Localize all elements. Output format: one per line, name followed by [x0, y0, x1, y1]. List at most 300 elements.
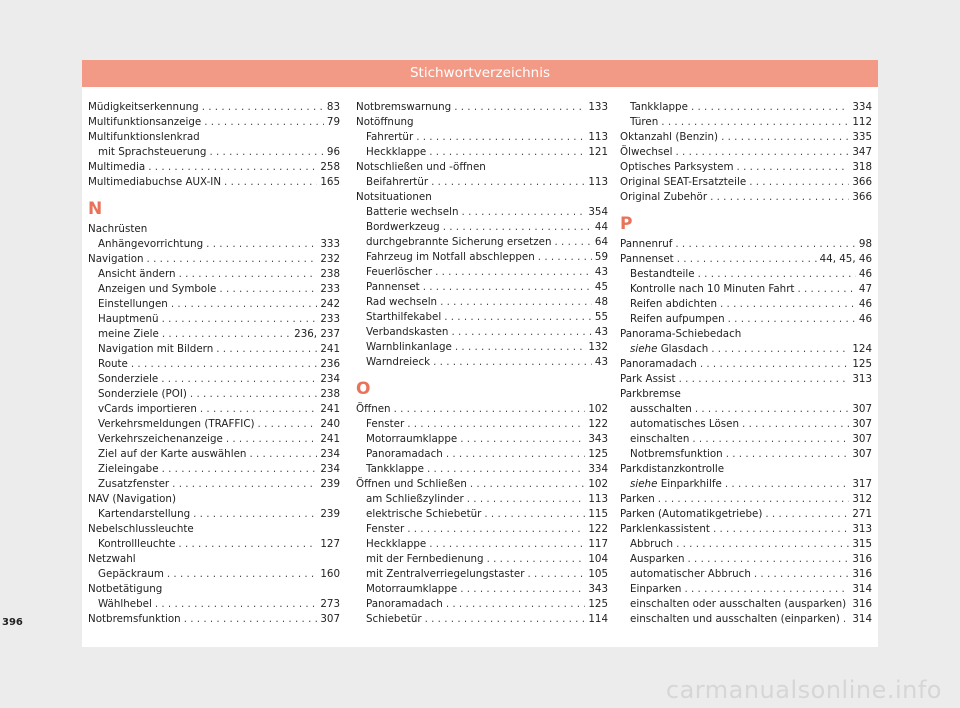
- index-heading: [88, 130, 340, 145]
- index-entry: [356, 325, 608, 340]
- entry-page-ref: 64: [594, 236, 608, 248]
- index-entry: [620, 432, 872, 447]
- page-number: 396: [2, 617, 23, 628]
- entry-term: Navigation: [88, 253, 144, 265]
- entry-page-ref: 43: [594, 266, 608, 278]
- entry-term: Türen: [630, 116, 659, 128]
- index-entry: [356, 340, 608, 355]
- entry-term: Notschließen und -öffnen: [356, 161, 486, 173]
- entry-term: Original Zubehör: [620, 191, 708, 203]
- dot-leader: [394, 402, 586, 417]
- section-letter: N: [88, 199, 103, 219]
- dot-leader: [216, 342, 317, 357]
- entry-page-ref: 271: [852, 508, 872, 520]
- entry-term: Anhängevorrichtung: [98, 238, 204, 250]
- index-entry: [620, 130, 872, 145]
- dot-leader: [726, 447, 850, 462]
- dot-leader: [467, 492, 586, 507]
- entry-term: Tankklappe: [630, 101, 688, 113]
- index-entry: [620, 357, 872, 372]
- entry-term: Park Assist: [620, 373, 676, 385]
- dot-leader: [446, 597, 586, 612]
- see-reference: siehe: [630, 343, 658, 355]
- entry-term: Einparken: [630, 583, 682, 595]
- dot-leader: [429, 537, 585, 552]
- dot-leader: [661, 115, 849, 130]
- index-heading: [356, 160, 608, 175]
- index-entry: [356, 175, 608, 190]
- entry-page-ref: 45: [594, 281, 608, 293]
- index-entry: [356, 612, 608, 627]
- dot-leader: [843, 612, 849, 627]
- entry-page-ref: 317: [852, 478, 872, 490]
- dot-leader: [202, 100, 324, 115]
- index-entry: [620, 537, 872, 552]
- entry-page-ref: 242: [320, 298, 340, 310]
- entry-page-ref: 347: [852, 146, 872, 158]
- entry-term: Nebelschlussleuchte: [88, 523, 194, 535]
- dot-leader: [742, 417, 849, 432]
- entry-page-ref: 236: [320, 358, 340, 370]
- entry-term: Sonderziele (POI): [98, 388, 187, 400]
- dot-leader: [224, 175, 317, 190]
- index-entry: [88, 432, 340, 447]
- dot-leader: [206, 237, 317, 252]
- index-entry: [620, 507, 872, 522]
- entry-page-ref: 335: [852, 131, 872, 143]
- entry-term: Parken (Automatikgetriebe): [620, 508, 763, 520]
- entry-term: Fahrzeug im Notfall abschleppen: [366, 251, 535, 263]
- dot-leader: [725, 477, 849, 492]
- entry-page-ref: 343: [588, 433, 608, 445]
- entry-term: Wählhebel: [98, 598, 152, 610]
- dot-leader: [193, 507, 317, 522]
- dot-leader: [684, 582, 849, 597]
- entry-page-ref: 83: [326, 101, 340, 113]
- entry-page-ref: 239: [320, 508, 340, 520]
- dot-leader: [455, 340, 585, 355]
- dot-leader: [675, 145, 849, 160]
- entry-term: Reifen abdichten: [630, 298, 717, 310]
- entry-page-ref: 165: [320, 176, 340, 188]
- entry-term: Parkdistanzkontrolle: [620, 463, 725, 475]
- entry-term: Motorraumklappe: [366, 583, 458, 595]
- entry-page-ref: 316: [852, 598, 872, 610]
- dot-leader: [700, 357, 850, 372]
- index-entry: [356, 492, 608, 507]
- entry-term: einschalten und ausschalten (einparken): [630, 613, 840, 625]
- entry-page-ref: 46: [858, 313, 872, 325]
- entry-page-ref: 334: [852, 101, 872, 113]
- dot-leader: [460, 432, 585, 447]
- entry-term: Fahrertür: [366, 131, 414, 143]
- dot-leader: [226, 432, 318, 447]
- entry-page-ref: 104: [588, 553, 608, 565]
- dot-leader: [676, 537, 849, 552]
- index-entry: [356, 250, 608, 265]
- entry-page-ref: 273: [320, 598, 340, 610]
- entry-page-ref: 98: [858, 238, 872, 250]
- entry-page-ref: 113: [588, 493, 608, 505]
- entry-term: Panoramadach: [366, 448, 443, 460]
- index-entry: [620, 175, 872, 190]
- dot-leader: [711, 342, 849, 357]
- entry-term: Müdigkeitserkennung: [88, 101, 199, 113]
- entry-term: Einstellungen: [98, 298, 168, 310]
- dot-leader: [190, 387, 317, 402]
- entry-page-ref: 114: [588, 613, 608, 625]
- dot-leader: [433, 355, 592, 370]
- index-entry: [620, 115, 872, 130]
- entry-term: Warndreieck: [366, 356, 431, 368]
- index-entry: [88, 387, 340, 402]
- entry-term: Kartendarstellung: [98, 508, 191, 520]
- entry-page-ref: 124: [852, 343, 872, 355]
- dot-leader: [131, 357, 317, 372]
- entry-term: Kontrollleuchte: [98, 538, 176, 550]
- entry-page-ref: 316: [852, 568, 872, 580]
- dot-leader: [687, 552, 849, 567]
- entry-page-ref: 234: [320, 463, 340, 475]
- entry-page-ref: 44, 45, 46: [819, 253, 872, 265]
- entry-page-ref: 121: [588, 146, 608, 158]
- entry-term: Multifunktionsanzeige: [88, 116, 202, 128]
- entry-page-ref: 79: [326, 116, 340, 128]
- index-entry: [88, 267, 340, 282]
- index-entry: [620, 522, 872, 537]
- index-entry: [88, 612, 340, 627]
- entry-term: Multimedia: [88, 161, 146, 173]
- entry-term: Heckklappe: [366, 538, 427, 550]
- entry-page-ref: 59: [594, 251, 608, 263]
- dot-leader: [749, 175, 849, 190]
- dot-leader: [527, 567, 585, 582]
- index-entry: [88, 342, 340, 357]
- entry-page-ref: 314: [852, 583, 872, 595]
- see-reference: siehe: [630, 478, 658, 490]
- index-entry: [620, 372, 872, 387]
- entry-page-ref: 316: [852, 553, 872, 565]
- entry-page-ref: 122: [588, 523, 608, 535]
- dot-leader: [720, 297, 856, 312]
- dot-leader: [184, 612, 318, 627]
- entry-term: Notsituationen: [356, 191, 432, 203]
- entry-term: Ansicht ändern: [98, 268, 176, 280]
- index-entry: [356, 552, 608, 567]
- index-heading: [88, 552, 340, 567]
- index-entry: [88, 145, 340, 160]
- dot-leader: [462, 205, 586, 220]
- index-column-1: [88, 100, 340, 627]
- dot-leader: [147, 252, 318, 267]
- index-heading: [620, 327, 872, 342]
- entry-term: Pannenset: [366, 281, 420, 293]
- entry-page-ref: 47: [858, 283, 872, 295]
- index-heading: [620, 462, 872, 477]
- dot-leader: [765, 507, 849, 522]
- dot-leader: [460, 582, 585, 597]
- entry-term: Sonderziele: [98, 373, 159, 385]
- entry-term: meine Ziele: [98, 328, 159, 340]
- dot-leader: [695, 402, 850, 417]
- index-heading: [620, 387, 872, 402]
- dot-leader: [162, 327, 291, 342]
- index-entry: [88, 447, 340, 462]
- entry-page-ref: 102: [588, 478, 608, 490]
- entry-page-ref: 307: [852, 433, 872, 445]
- dot-leader: [555, 235, 592, 250]
- index-entry: [88, 312, 340, 327]
- dot-leader: [679, 372, 850, 387]
- entry-term: einschalten: [630, 433, 690, 445]
- index-entry: [356, 507, 608, 522]
- entry-term: Route: [98, 358, 128, 370]
- index-heading: [88, 582, 340, 597]
- index-entry: [356, 280, 608, 295]
- entry-term: Warnblinkanlage: [366, 341, 452, 353]
- entry-term: Hauptmenü: [98, 313, 159, 325]
- dot-leader: [737, 160, 850, 175]
- index-entry: [88, 160, 340, 175]
- index-entry: [88, 282, 340, 297]
- entry-term: Ölwechsel: [620, 146, 673, 158]
- entry-term: [630, 342, 708, 357]
- entry-term: Feuerlöscher: [366, 266, 433, 278]
- index-entry: [620, 597, 872, 612]
- entry-term: automatisches Lösen: [630, 418, 740, 430]
- entry-term: am Schließzylinder: [366, 493, 464, 505]
- index-entry: [356, 145, 608, 160]
- index-entry: [88, 402, 340, 417]
- entry-page-ref: 96: [326, 146, 340, 158]
- dot-leader: [692, 432, 849, 447]
- entry-term: vCards importieren: [98, 403, 197, 415]
- entry-page-ref: 313: [852, 523, 872, 535]
- index-entry: [620, 252, 872, 267]
- entry-term: Notbremsfunktion: [88, 613, 181, 625]
- entry-term: durchgebrannte Sicherung ersetzen: [366, 236, 552, 248]
- entry-term: Zieleingabe: [98, 463, 159, 475]
- entry-term: Notbetätigung: [88, 583, 163, 595]
- entry-term: Bestandteile: [630, 268, 695, 280]
- index-column-3: [620, 100, 872, 627]
- index-entry: [356, 537, 608, 552]
- entry-term: Notbremswarnung: [356, 101, 452, 113]
- entry-page-ref: 48: [594, 296, 608, 308]
- entry-term: Oktanzahl (Benzin): [620, 131, 719, 143]
- entry-term-text: Einparkhilfe: [660, 478, 722, 490]
- index-entry: [88, 237, 340, 252]
- entry-page-ref: 343: [588, 583, 608, 595]
- dot-leader: [429, 145, 585, 160]
- entry-term: Zusatzfenster: [98, 478, 170, 490]
- index-entry: [88, 567, 340, 582]
- index-heading: [88, 522, 340, 537]
- entry-term: Parken: [620, 493, 655, 505]
- entry-term: Verbandskasten: [366, 326, 449, 338]
- index-entry: [620, 417, 872, 432]
- entry-term: mit Sprachsteuerung: [98, 146, 207, 158]
- index-entry: [620, 342, 872, 357]
- index-entry: [356, 522, 608, 537]
- dot-leader: [435, 265, 592, 280]
- entry-page-ref: 133: [588, 101, 608, 113]
- entry-page-ref: 312: [852, 493, 872, 505]
- dot-leader: [470, 477, 585, 492]
- dot-leader: [754, 567, 849, 582]
- index-entry: [88, 417, 340, 432]
- entry-page-ref: 240: [320, 418, 340, 430]
- dot-leader: [427, 462, 585, 477]
- index-entry: [356, 462, 608, 477]
- index-entry: [620, 100, 872, 115]
- dot-leader: [423, 280, 592, 295]
- dot-leader: [451, 325, 591, 340]
- entry-term: Heckklappe: [366, 146, 427, 158]
- dot-leader: [487, 552, 586, 567]
- index-entry: [356, 130, 608, 145]
- entry-term: Öffnen und Schließen: [356, 478, 467, 490]
- entry-page-ref: 234: [320, 448, 340, 460]
- entry-term: Motorraumklappe: [366, 433, 458, 445]
- dot-leader: [407, 522, 585, 537]
- dot-leader: [407, 417, 585, 432]
- entry-term: Multifunktionslenkrad: [88, 131, 200, 143]
- entry-term: Navigation mit Bildern: [98, 343, 214, 355]
- entry-page-ref: 46: [858, 298, 872, 310]
- entry-page-ref: 55: [594, 311, 608, 323]
- index-entry: [88, 372, 340, 387]
- entry-term: Gepäckraum: [98, 568, 164, 580]
- dot-leader: [172, 477, 317, 492]
- entry-page-ref: 333: [320, 238, 340, 250]
- dot-leader: [443, 220, 592, 235]
- index-page: [82, 60, 878, 647]
- dot-leader: [162, 312, 318, 327]
- entry-term: Reifen aufpumpen: [630, 313, 725, 325]
- entry-term: mit der Fernbedienung: [366, 553, 484, 565]
- dot-leader: [178, 537, 317, 552]
- dot-leader: [440, 295, 592, 310]
- entry-page-ref: 307: [852, 448, 872, 460]
- index-entry: [88, 597, 340, 612]
- entry-term: Panoramadach: [620, 358, 697, 370]
- entry-term: Verkehrsmeldungen (TRAFFIC): [98, 418, 255, 430]
- dot-leader: [713, 522, 849, 537]
- dot-leader: [728, 312, 856, 327]
- dot-leader: [431, 175, 585, 190]
- entry-page-ref: 132: [588, 341, 608, 353]
- entry-page-ref: 366: [852, 176, 872, 188]
- section-letter: O: [356, 379, 371, 399]
- entry-page-ref: 241: [320, 403, 340, 415]
- dot-leader: [171, 297, 318, 312]
- index-entry: [88, 297, 340, 312]
- index-entry: [88, 100, 340, 115]
- entry-page-ref: 236, 237: [294, 328, 340, 340]
- entry-page-ref: 44: [594, 221, 608, 233]
- dot-leader: [155, 597, 318, 612]
- entry-page-ref: 125: [588, 448, 608, 460]
- dot-leader: [698, 267, 856, 282]
- index-entry: [620, 402, 872, 417]
- entry-term: NAV (Navigation): [88, 493, 176, 505]
- entry-term: mit Zentralverriegelungstaster: [366, 568, 525, 580]
- dot-leader: [416, 130, 585, 145]
- entry-page-ref: 354: [588, 206, 608, 218]
- index-heading: [356, 115, 608, 130]
- index-entry: [356, 220, 608, 235]
- entry-page-ref: 241: [320, 433, 340, 445]
- entry-term: Fenster: [366, 523, 405, 535]
- entry-term-text: Glasdach: [660, 343, 709, 355]
- entry-term: automatischer Abbruch: [630, 568, 751, 580]
- entry-page-ref: 117: [588, 538, 608, 550]
- entry-page-ref: 307: [852, 403, 872, 415]
- entry-page-ref: 233: [320, 313, 340, 325]
- index-entry: [356, 295, 608, 310]
- entry-term: [630, 477, 722, 492]
- index-entry: [88, 252, 340, 267]
- section-letter: P: [620, 214, 633, 234]
- dot-leader: [675, 237, 856, 252]
- index-entry: [88, 537, 340, 552]
- index-entry: [88, 327, 340, 342]
- index-entry: [356, 417, 608, 432]
- dot-leader: [454, 100, 585, 115]
- dot-leader: [658, 492, 850, 507]
- index-entry: [620, 477, 872, 492]
- entry-term: Abbruch: [630, 538, 674, 550]
- index-entry: [620, 267, 872, 282]
- entry-page-ref: 307: [320, 613, 340, 625]
- entry-page-ref: 258: [320, 161, 340, 173]
- entry-page-ref: 238: [320, 388, 340, 400]
- dot-leader: [677, 252, 817, 267]
- index-entry: [88, 477, 340, 492]
- entry-page-ref: 313: [852, 373, 872, 385]
- entry-term: Verkehrszeichenanzeige: [98, 433, 223, 445]
- index-heading: [88, 492, 340, 507]
- entry-term: Rad wechseln: [366, 296, 438, 308]
- entry-page-ref: 366: [852, 191, 872, 203]
- entry-page-ref: 105: [588, 568, 608, 580]
- watermark: carmanualsonline.info: [665, 676, 942, 704]
- index-entry: [620, 237, 872, 252]
- entry-term: Anzeigen und Symbole: [98, 283, 217, 295]
- entry-page-ref: 314: [852, 613, 872, 625]
- entry-page-ref: 113: [588, 131, 608, 143]
- entry-term: Notöffnung: [356, 116, 414, 128]
- index-entry: [356, 582, 608, 597]
- index-entry: [356, 567, 608, 582]
- entry-page-ref: 125: [852, 358, 872, 370]
- dot-leader: [797, 282, 855, 297]
- entry-page-ref: 232: [320, 253, 340, 265]
- index-entry: [356, 310, 608, 325]
- entry-term: ausschalten: [630, 403, 692, 415]
- index-entry: [356, 477, 608, 492]
- entry-page-ref: 112: [852, 116, 872, 128]
- index-entry: [620, 567, 872, 582]
- dot-leader: [249, 447, 317, 462]
- index-entry: [88, 357, 340, 372]
- entry-page-ref: 318: [852, 161, 872, 173]
- dot-leader: [204, 115, 324, 130]
- entry-page-ref: 334: [588, 463, 608, 475]
- entry-term: Netzwahl: [88, 553, 136, 565]
- dot-leader: [179, 267, 318, 282]
